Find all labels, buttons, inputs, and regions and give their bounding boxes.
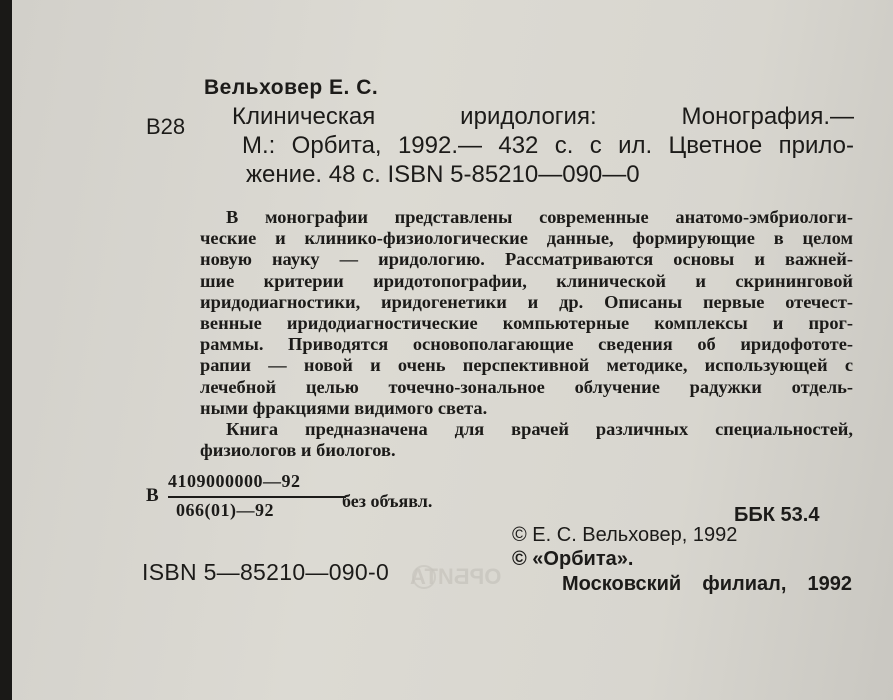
- annotation-line: новую науку — иридологию. Рассматриваются основы и важней-: [200, 249, 853, 270]
- copyright-publisher: © «Орбита».: [512, 548, 634, 570]
- library-code: В28: [146, 114, 186, 139]
- price-code-denominator: 066(01)—92: [176, 500, 274, 520]
- book-imprint-page: [12, 0, 893, 700]
- title-line: М.: Орбита, 1992.— 432 с. с ил. Цветное прило-: [242, 132, 854, 159]
- annotation-line: иридодиагностики, иридогенетики и др. Описаны первые отечест-: [200, 291, 853, 312]
- bbk-classification: ББК 53.4: [734, 504, 820, 526]
- title-line: Клиническая иридология: Монография.—: [232, 103, 854, 130]
- show-through-text: ОРБИТА: [410, 564, 502, 589]
- price-code-numerator: 4109000000—92: [168, 471, 301, 491]
- annotation-line: физиологов и биологов.: [200, 440, 396, 461]
- branch-word: филиал,: [702, 573, 787, 595]
- branch-name: Московский: [562, 573, 682, 595]
- fraction-bar: [168, 496, 346, 498]
- bibliographic-title: [232, 102, 854, 189]
- annotation: [200, 207, 853, 461]
- copyright-author: © Е. С. Вельховер, 1992: [512, 524, 738, 546]
- annotation-line: рапии — новой и очень перспективной методике, использующей с: [200, 355, 853, 376]
- annotation-line: ными фракциями видимого света.: [200, 397, 488, 418]
- annotation-line: венные иридодиагностические компьютерные комплексы и прог-: [200, 313, 853, 334]
- publisher-branch: [562, 573, 852, 596]
- price-note: без объявл.: [342, 491, 433, 511]
- annotation-line: лечебной целью точечно-зональное облучение радужки отдель-: [200, 376, 853, 397]
- annotation-line: Книга предназначена для врачей различных специальностей,: [226, 419, 853, 440]
- author-name: Вельховер Е. С.: [204, 76, 379, 99]
- branch-year: 1992: [807, 573, 852, 595]
- isbn: ISBN 5—85210—090-0: [142, 559, 390, 585]
- annotation-line: раммы. Приводятся основополагающие сведения об иридофототе-: [200, 334, 853, 355]
- annotation-line: В монографии представлены современные анатомо-эмбриологи-: [226, 207, 853, 227]
- title-line: жение. 48 с. ISBN 5-85210—090—0: [246, 161, 640, 188]
- price-code-letter: В: [146, 485, 159, 506]
- annotation-line: ческие и клинико-физиологические данные, формирующие в целом: [200, 228, 853, 249]
- annotation-line: шие критерии иридотопографии, клинической и скрининговой: [200, 270, 853, 291]
